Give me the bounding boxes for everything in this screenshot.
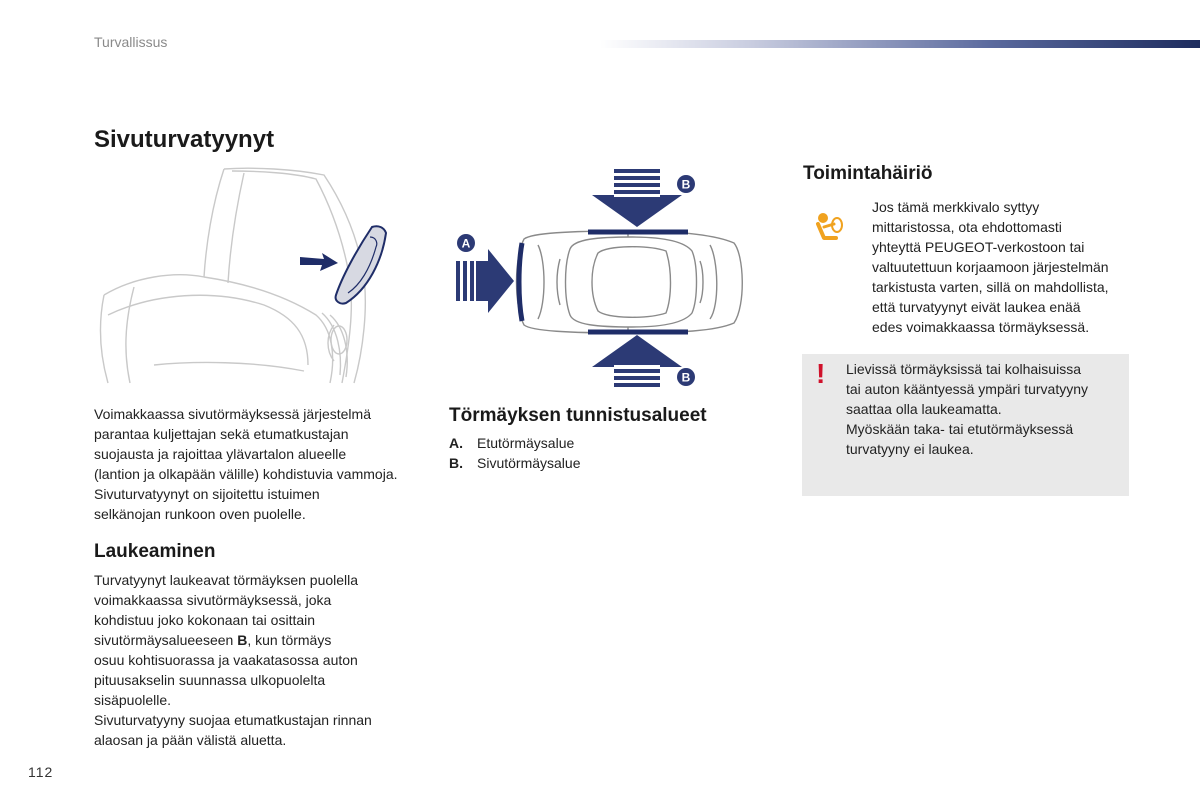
airbag-warning-lamp-icon [812,210,846,242]
malfunction-paragraph: Jos tämä merkkivalo syttyy mittaristossa, ota ehdottomasti yhteyttä PEUGEOT-verkostoon tai valtuutettuun korjaamoon järjestelmän tarkistusta varten, sillä on mahdollista, että turvatyynyt eivät laukea enää edes voimakkaassa törmäyksessä. [872,199,1109,335]
zone-a-label: A [461,236,471,251]
deployment-paragraph [94,570,434,750]
zone-b-bottom-label: B [681,370,691,385]
deployment-heading: Laukeaminen [94,541,216,562]
page-number: 112 [28,764,54,780]
zone-label: Etutörmäysalue [477,435,575,451]
intro-paragraph: Voimakkaassa sivutörmäyksessä järjestelmä parantaa kuljettajan sekä etumatkustajan suojausta ja rajoittaa ylävartalon alueelle (lantion ja olkapään välille) kohdistuvia vammoja. Sivuturvatyynyt on sijoitettu istuimen selkänojan runkoon oven puolelle. [94,406,398,522]
zones-heading: Törmäyksen tunnistusalueet [449,405,707,426]
section-label: Turvallissus [94,34,168,50]
zones-list [449,433,581,473]
zone-key: B. [449,455,463,471]
warning-exclamation-icon: ! [816,358,826,389]
malfunction-heading: Toimintahäiriö [803,163,933,184]
page-title: Sivuturvatyynyt [94,126,275,153]
warning-text: Lievissä törmäyksissä tai kolhaisuissa tai auton kääntyessä ympäri turvatyyny saattaa olla laukeamatta. Myöskään taka- tai etutörmäyksessä turvatyyny ei laukea. [846,361,1089,457]
collision-zone-diagram [448,165,756,393]
zone-label: Sivutörmäysalue [477,455,581,471]
header-gradient-bar [600,40,1200,48]
deployment-zone-b: B [237,632,248,648]
warning-box [802,354,1129,496]
deployment-text-before: Turvatyynyt laukeavat törmäyksen puolella voimakkaassa sivutörmäyksessä, joka kohdistuu joko kokonaan tai osittain sivutörmäysalueeseen [94,572,359,648]
zone-b-top-label: B [681,177,691,192]
list-item [449,433,581,453]
seat-illustration [94,165,404,385]
deployment-text-after: , kun törmäys osuu kohtisuorassa ja vaakatasossa auton pituusakselin suunnassa ulkopuolelta sisäpuolelle. Sivuturvatyyny suojaa etumatkustajan rinnan alaosan ja pään välistä aluetta. [94,632,372,748]
zone-key: A. [449,435,463,451]
list-item [449,453,581,473]
